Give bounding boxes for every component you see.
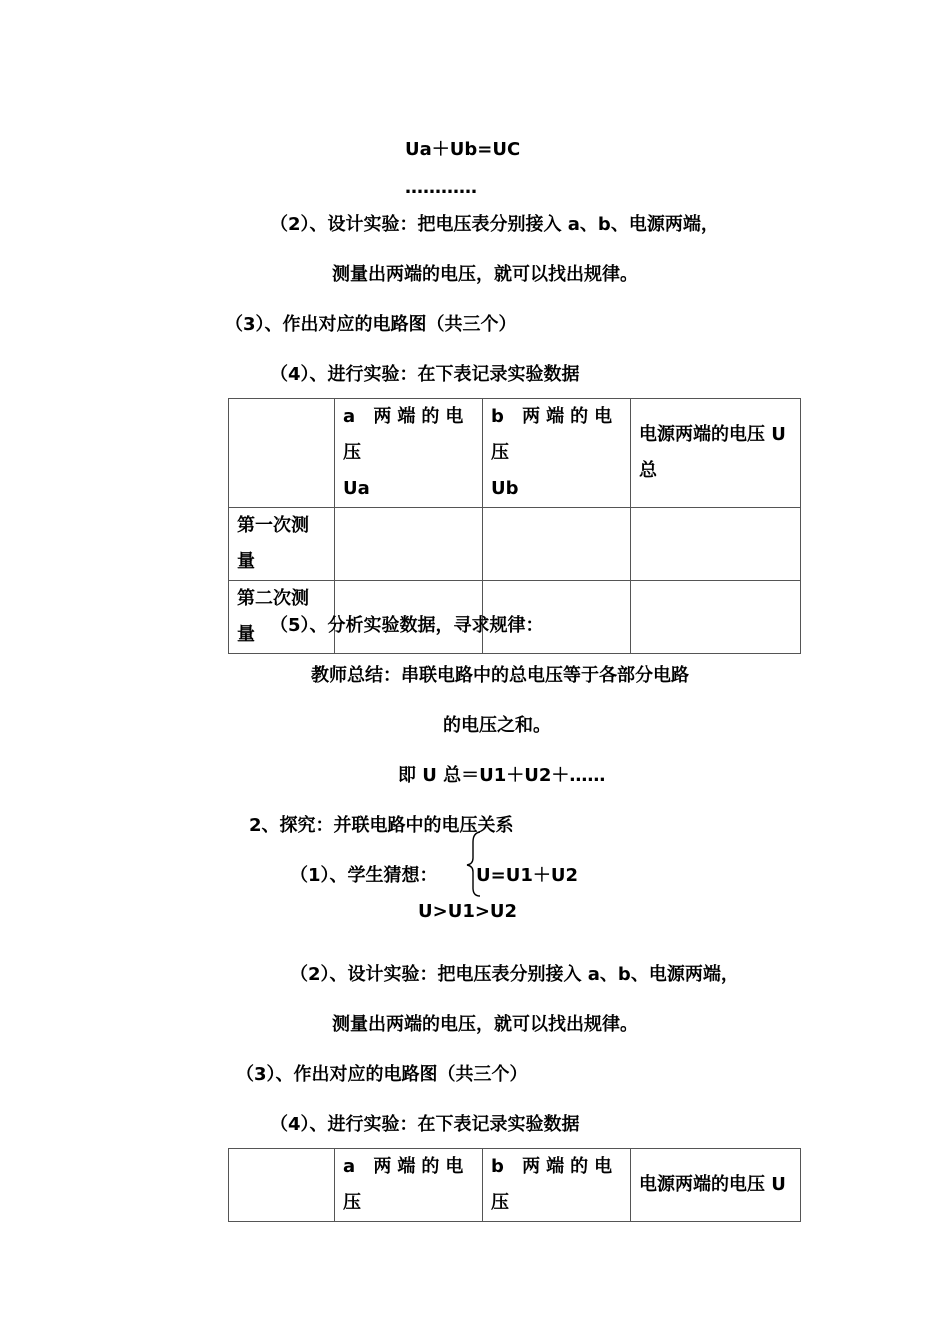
hypothesis-equation: Ua＋Ub=UC <box>405 139 521 160</box>
table-header-empty <box>229 399 335 508</box>
table-header-b: b 两端的电压 <box>483 1149 631 1222</box>
experiment-step: （4）、进行实验：在下表记录实验数据 <box>270 364 580 385</box>
guess-option2: U>U1>U2 <box>418 901 518 922</box>
experiment-step-2: （4）、进行实验：在下表记录实验数据 <box>270 1114 580 1135</box>
table-header-a: a 两端的电压 <box>335 1149 483 1222</box>
table-cell <box>483 508 631 581</box>
table-row <box>229 508 801 581</box>
table-header-a: a 两端的电压 Ua <box>335 399 483 508</box>
parallel-voltage-table <box>228 1148 801 1222</box>
hypothesis-ellipsis: ………… <box>405 177 477 198</box>
summary-line1: 教师总结：串联电路中的总电压等于各部分电路 <box>311 665 689 686</box>
guess-label: （1）、学生猜想： <box>290 865 438 886</box>
section2-title: 2、探究：并联电路中的电压关系 <box>249 815 514 836</box>
table-cell <box>335 508 483 581</box>
diagram-step-2: （3）、作出对应的电路图（共三个） <box>236 1064 528 1085</box>
table-header-b: b 两端的电压 Ub <box>483 399 631 508</box>
row-label: 第二次测量 <box>229 581 335 654</box>
analysis-step: （5）、分析实验数据，寻求规律： <box>270 615 544 636</box>
design-step-line1: （2）、设计实验：把电压表分别接入 a、b、电源两端， <box>270 214 719 235</box>
table-header-source: 电源两端的电压 U 总 <box>631 399 801 508</box>
table-header-row <box>229 399 801 508</box>
design-step-line2: 测量出两端的电压，就可以找出规律。 <box>332 264 638 285</box>
table-cell <box>631 581 801 654</box>
design-step-line1-2: （2）、设计实验：把电压表分别接入 a、b、电源两端， <box>290 964 739 985</box>
series-formula: 即 U 总＝U1＋U2＋…… <box>398 765 606 786</box>
diagram-step: （3）、作出对应的电路图（共三个） <box>225 314 517 335</box>
table-header-source: 电源两端的电压 U <box>631 1149 801 1222</box>
design-step-line2-2: 测量出两端的电压，就可以找出规律。 <box>332 1014 638 1035</box>
summary-line2: 的电压之和。 <box>443 715 551 736</box>
table-header-empty <box>229 1149 335 1222</box>
table-cell <box>631 508 801 581</box>
guess-option1: U=U1＋U2 <box>476 865 578 886</box>
row-label: 第一次测量 <box>229 508 335 581</box>
table-header-row <box>229 1149 801 1222</box>
